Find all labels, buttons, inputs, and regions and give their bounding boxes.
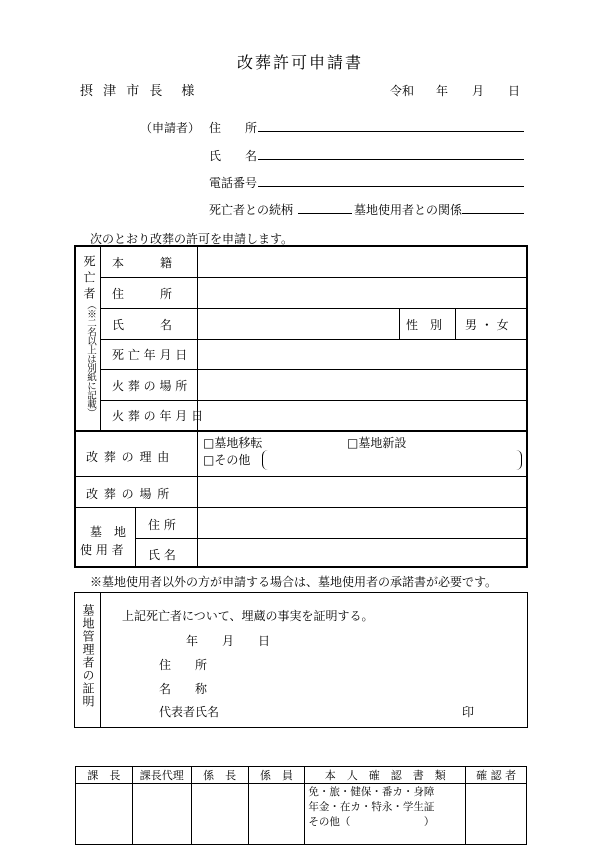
cremation-place-label: 火 葬 の 場 所 — [112, 379, 188, 393]
office-use-table — [75, 766, 527, 845]
id-docs-line-3: その他（ ） — [308, 816, 435, 828]
office-cell-checker[interactable] — [466, 784, 527, 845]
cremation-date-field[interactable] — [198, 401, 527, 430]
id-docs-line-1: 免・旅・健保・番カ・身障 — [308, 786, 435, 798]
office-header-kacho-dairi: 課長代理 — [132, 767, 191, 784]
date-era: 令和 — [390, 84, 415, 98]
certificate-address-label: 住 所 — [159, 658, 208, 672]
date-year: 年 — [436, 84, 449, 98]
office-cell-kacho-dairi[interactable] — [132, 784, 191, 845]
reason-other-checkbox[interactable]: □その他 — [203, 453, 251, 467]
deceased-name-label: 氏 名 — [112, 318, 173, 332]
office-cell-kakariin[interactable] — [248, 784, 305, 845]
place-label: 改 葬 の 場 所 — [86, 487, 171, 501]
deceased-section-label: 死亡者 — [82, 255, 96, 303]
applicant-name-field[interactable] — [258, 145, 524, 160]
honseki-field[interactable] — [198, 247, 527, 277]
place-field[interactable] — [198, 477, 527, 507]
certificate-date-year: 年 — [186, 634, 199, 648]
grave-user-address-label: 住 所 — [148, 518, 176, 532]
id-docs-line-2: 年金・在カ・特永・学生証 — [308, 801, 435, 813]
reason-label: 改 葬 の 理 由 — [86, 450, 171, 464]
deceased-address-field[interactable] — [198, 278, 527, 308]
grave-user-name-label: 氏 名 — [148, 548, 176, 562]
certificate-date-month: 月 — [222, 634, 235, 648]
date-month: 月 — [472, 84, 485, 98]
cremation-date-label: 火 葬 の 年 月 日 — [112, 409, 204, 423]
applicant-name-label: 氏 名 — [209, 149, 258, 163]
honseki-label: 本 籍 — [112, 256, 173, 270]
office-header-kacho: 課 長 — [76, 767, 133, 784]
seal-mark: 印 — [462, 705, 475, 719]
intro-text: 次のとおり改葬の許可を申請します。 — [90, 232, 294, 246]
grave-user-label-top: 墓 地 — [90, 525, 127, 539]
deceased-address-label: 住 所 — [112, 287, 173, 301]
relation-deceased-field[interactable] — [298, 199, 352, 214]
reason-new-checkbox[interactable]: □墓地新設 — [347, 436, 407, 450]
office-header-checker: 確 認 者 — [466, 767, 527, 784]
applicant-phone-label: 電話番号 — [209, 176, 258, 190]
relation-grave-field[interactable] — [462, 199, 524, 214]
certificate-rep-label: 代表者氏名 — [159, 705, 220, 719]
grave-user-address-field[interactable] — [198, 508, 527, 538]
sex-label: 性 別 — [406, 318, 443, 332]
addressee: 摂 津 市 長 様 — [80, 84, 198, 99]
office-header-kakaricho: 係 長 — [191, 767, 248, 784]
death-date-label: 死 亡 年 月 日 — [112, 348, 188, 362]
certificate-statement: 上記死亡者について、埋蔵の事実を証明する。 — [122, 609, 374, 623]
applicant-phone-field[interactable] — [258, 172, 524, 187]
deceased-note: （※二名以上は別紙に記載） — [85, 300, 96, 417]
applicant-address-label: 住 所 — [209, 121, 258, 135]
date-day: 日 — [508, 84, 521, 98]
reason-move-checkbox[interactable]: □墓地移転 — [203, 436, 263, 450]
deceased-name-field[interactable] — [198, 309, 398, 339]
relation-grave-label: 墓地使用者との関係 — [354, 203, 463, 217]
notice-text: ※墓地使用者以外の方が申請する場合は、墓地使用者の承諾書が必要です。 — [90, 575, 498, 589]
applicant-label: （申請者） — [140, 121, 201, 135]
reason-other-field[interactable] — [262, 450, 522, 470]
applicant-address-field[interactable] — [258, 117, 524, 132]
page-title: 改葬許可申請書 — [236, 53, 363, 72]
grave-user-name-field[interactable] — [198, 539, 527, 568]
certificate-section-label: 墓地管理者の証明 — [81, 604, 95, 708]
cremation-place-field[interactable] — [198, 370, 527, 400]
office-cell-kacho[interactable] — [76, 784, 133, 845]
grave-user-label-bottom: 使 用 者 — [80, 543, 124, 557]
certificate-title-label: 名 称 — [159, 682, 208, 696]
certificate-date-day: 日 — [258, 634, 271, 648]
office-header-kakariin: 係 員 — [248, 767, 305, 784]
office-header-id-docs: 本 人 確 認 書 類 — [305, 767, 466, 784]
sex-value[interactable]: 男 ・ 女 — [465, 318, 509, 332]
office-cell-id-docs[interactable] — [305, 784, 466, 845]
office-cell-kakaricho[interactable] — [191, 784, 248, 845]
death-date-field[interactable] — [198, 340, 527, 369]
relation-deceased-label: 死亡者との続柄 — [209, 203, 294, 217]
deceased-section-divider — [100, 246, 101, 430]
